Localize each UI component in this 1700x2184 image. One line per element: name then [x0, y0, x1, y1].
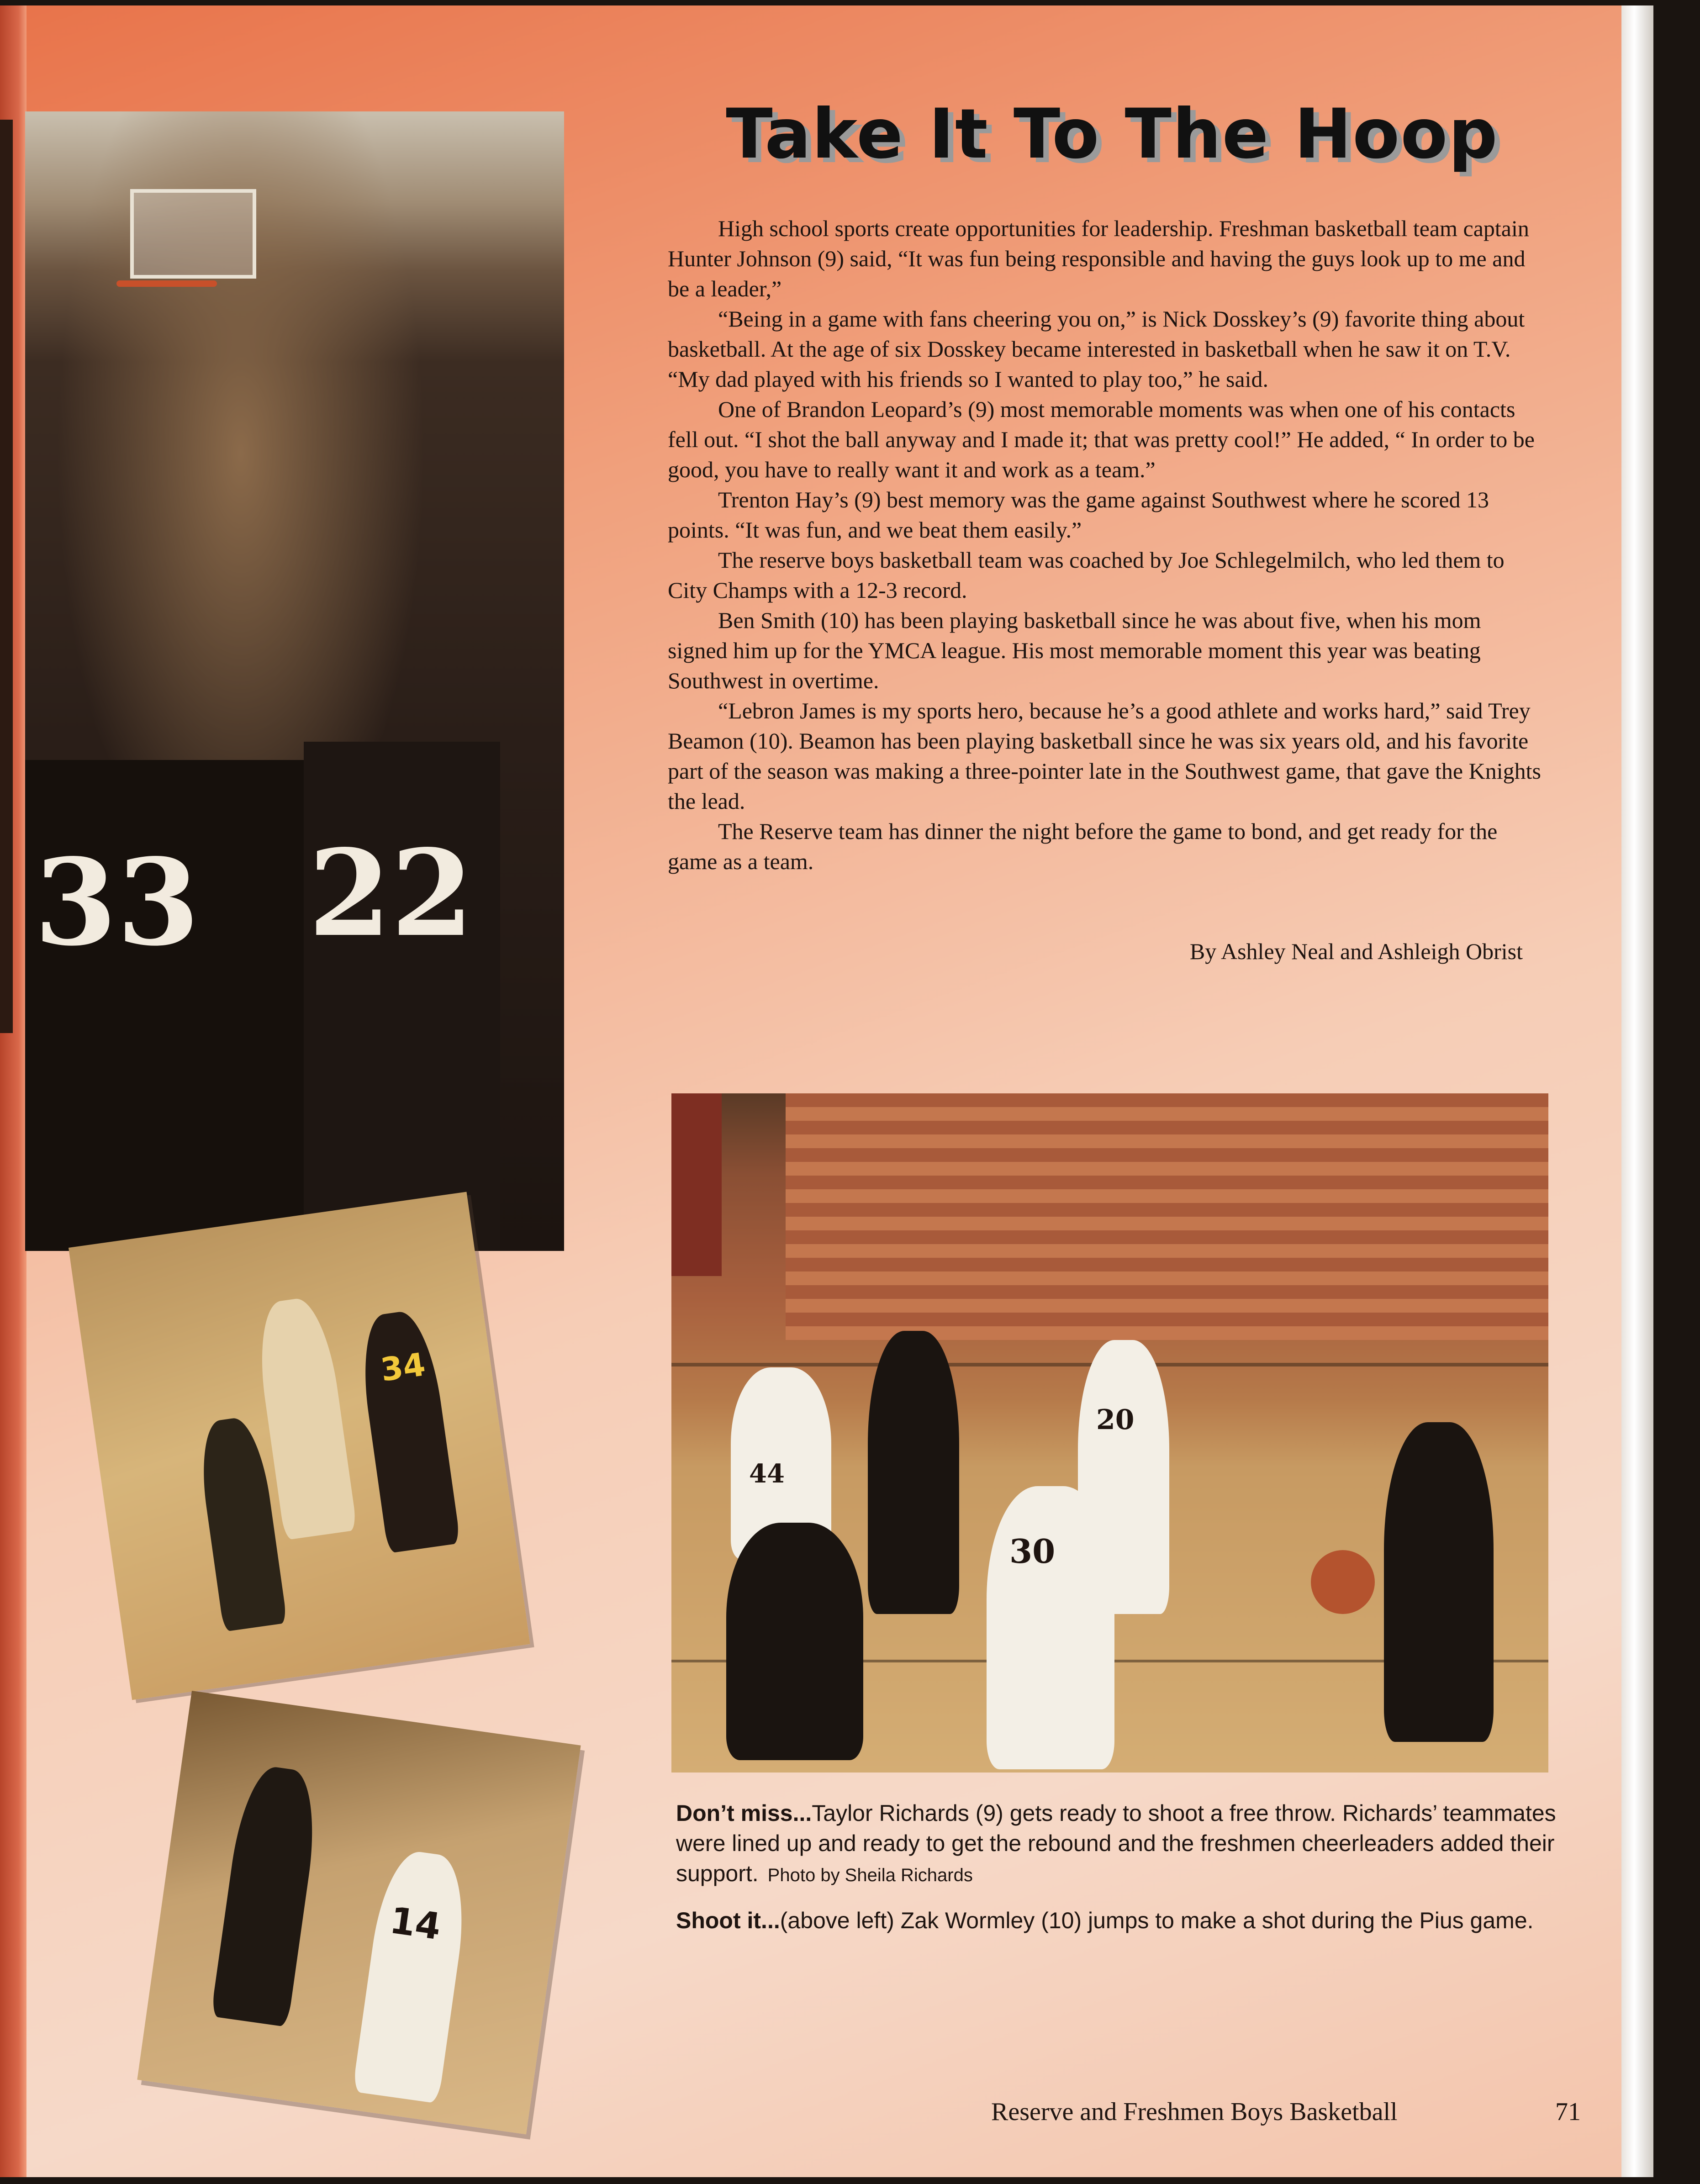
article-paragraph: The Reserve team has dinner the night before the game to bond, and get ready for the game as a team. — [668, 818, 1498, 874]
article-paragraph: “Being in a game with fans cheering you on,” is Nick Dosskey’s (9) favorite thing about basketball. At the age of six Dosskey became interested in basketball when he saw it on T.V. “My dad played with his friends so I wanted to play too,” he said. — [668, 306, 1525, 392]
jersey-number: 14 — [387, 1899, 444, 1948]
jersey-number: 20 — [1096, 1404, 1135, 1436]
backboard — [130, 189, 256, 279]
caption-lead: Shoot it... — [676, 1908, 780, 1933]
jersey-number: 22 — [308, 824, 474, 963]
basketball — [1311, 1550, 1375, 1614]
jersey-number: 44 — [749, 1459, 785, 1489]
team-huddle-photo — [25, 111, 564, 1251]
jump-shot-photo — [69, 1192, 530, 1700]
player-figure — [868, 1331, 959, 1614]
caption-text: Taylor Richards (9) gets ready to shoot a free throw. Richards’ teammates were lined up and ready to get the rebound and the freshmen cheerleaders added their support. — [676, 1800, 1556, 1886]
article-paragraph: Trenton Hay’s (9) best memory was the game against Southwest where he scored 13 points. “It was fun, and we beat them easily.” — [668, 487, 1489, 543]
bleachers — [786, 1093, 1548, 1340]
caption-text: (above left) Zak Wormley (10) jumps to make a shot during the Pius game. — [780, 1908, 1534, 1933]
byline: By Ashley Neal and Ashleigh Obrist — [1189, 939, 1523, 964]
drive-photo — [137, 1691, 581, 2134]
page-title: Take It To The Hoop — [726, 95, 1499, 174]
yearbook-page — [0, 5, 1653, 2177]
player-figure — [211, 1763, 323, 2027]
jersey-number: 30 — [1009, 1532, 1056, 1571]
player-figure — [1384, 1422, 1494, 1742]
hoop-rim — [116, 280, 217, 287]
article-paragraph: “Lebron James is my sports hero, because he’s a good athlete and works hard,” said Trey Beamon (10). Beamon has been playing basketball since he was six years old, and his favorite part of the season was making a three-pointer late in the Southwest game, that gave the Knights the lead. — [668, 698, 1541, 814]
page-edge — [1621, 5, 1653, 2177]
article-paragraph: One of Brandon Leopard’s (9) most memorable moments was when one of his contacts fell out. “I shot the ball anyway and I made it; that was pretty cool!” He added, “ In order to be good, you have to really want it and work as a team.” — [668, 396, 1535, 482]
photo-caption — [676, 1798, 1557, 1890]
page-number: 71 — [1555, 2098, 1581, 2126]
photo-caption — [676, 1905, 1557, 1936]
free-throw-photo — [671, 1093, 1548, 1773]
player-22-jersey — [304, 742, 500, 1251]
article-body — [668, 213, 1545, 876]
player-figure — [987, 1486, 1114, 1769]
player-figure — [352, 1847, 472, 2104]
player-figure — [726, 1523, 863, 1760]
article-paragraph: High school sports create opportunities for leadership. Freshman basketball team captain Hunter Johnson (9) said, “It was fun being responsible and having the guys look up to me and be a leader,” — [668, 216, 1529, 301]
jersey-number: 33 — [34, 833, 200, 972]
caption-lead: Don’t miss... — [676, 1800, 812, 1826]
player-figure — [355, 1308, 461, 1553]
brick-wall — [671, 1093, 722, 1276]
photo-credit: Photo by Sheila Richards — [767, 1865, 973, 1885]
gutter-shadow — [0, 120, 13, 1033]
article-paragraph: The reserve boys basketball team was coached by Joe Schlegelmilch, who led them to City Champs with a 12-3 record. — [668, 547, 1505, 603]
jersey-number: 34 — [378, 1345, 428, 1389]
section-footer: Reserve and Freshmen Boys Basketball — [991, 2098, 1398, 2126]
article-paragraph: Ben Smith (10) has been playing basketball since he was about five, when his mom signed him up for the YMCA league. His most memorable moment this year was beating Southwest in overtime. — [668, 607, 1481, 693]
